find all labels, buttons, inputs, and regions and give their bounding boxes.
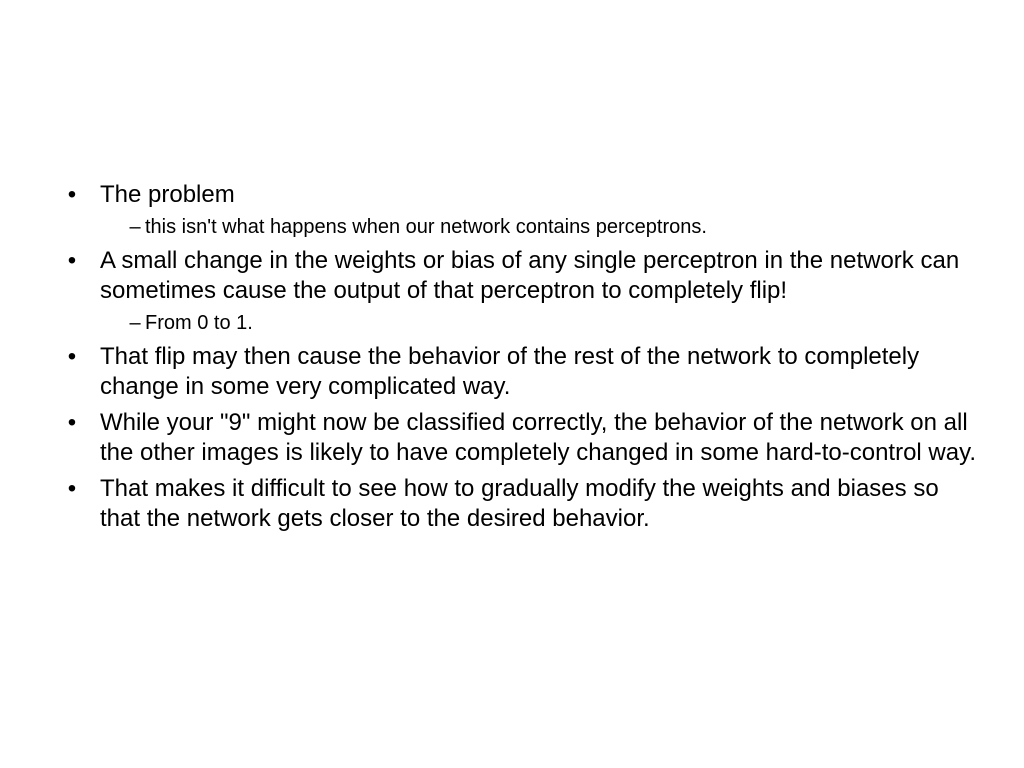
sub-bullet-marker: – bbox=[129, 216, 141, 238]
sub-bullet-text: From 0 to 1. bbox=[145, 312, 253, 334]
bullet-text: A small change in the weights or bias of any single perceptron in the network can sometimes cause the output of that perceptron to completely flip! bbox=[100, 247, 960, 304]
bullet-item bbox=[60, 246, 980, 336]
sub-list bbox=[100, 214, 980, 240]
bullet-marker: • bbox=[67, 181, 77, 208]
bullet-item bbox=[60, 474, 980, 534]
bullet-list bbox=[60, 180, 980, 534]
bullet-marker: • bbox=[67, 343, 77, 370]
sub-bullet-item bbox=[99, 310, 980, 336]
bullet-marker: • bbox=[67, 475, 77, 502]
bullet-text: The problem bbox=[100, 181, 235, 208]
sub-bullet-marker: – bbox=[129, 312, 141, 334]
bullet-text: That flip may then cause the behavior of the rest of the network to completely change in some very complicated way. bbox=[100, 343, 920, 400]
slide-content bbox=[60, 180, 980, 540]
bullet-item bbox=[60, 180, 980, 240]
bullet-item bbox=[60, 408, 980, 468]
sub-bullet-text: this isn't what happens when our network contains perceptrons. bbox=[145, 216, 707, 238]
sub-bullet-item bbox=[99, 214, 980, 240]
sub-list bbox=[100, 310, 980, 336]
bullet-text: While your "9" might now be classified correctly, the behavior of the network on all the other images is likely to have completely changed in some hard-to-control way. bbox=[100, 409, 976, 466]
bullet-marker: • bbox=[67, 409, 77, 436]
bullet-text: That makes it difficult to see how to gradually modify the weights and biases so that the network gets closer to the desired behavior. bbox=[100, 475, 939, 532]
bullet-marker: • bbox=[67, 247, 77, 274]
bullet-item bbox=[60, 342, 980, 402]
